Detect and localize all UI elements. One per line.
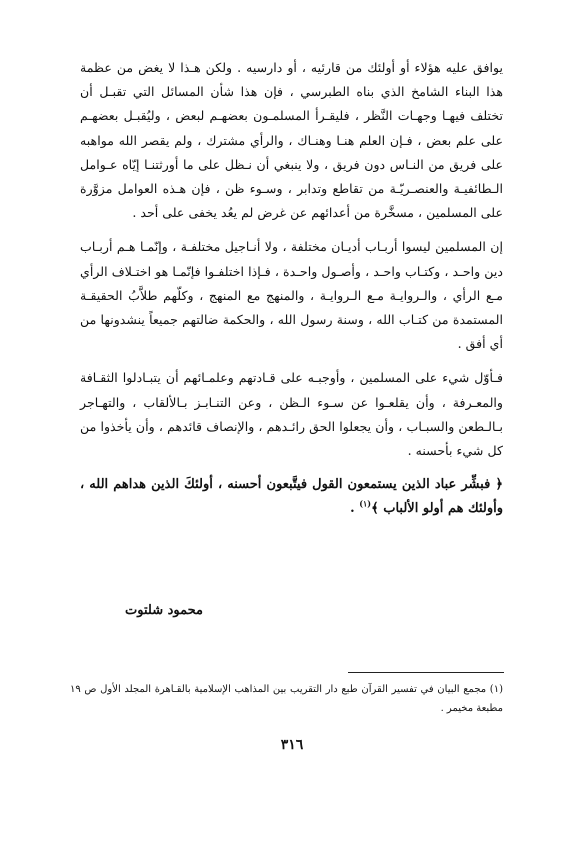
author-signature: محمود شلتوت <box>125 603 203 618</box>
footnote-marker: (١) <box>359 499 372 510</box>
paragraph-1: يوافق عليه هؤلاء أو أولئك من قارئيه ، أو دارسيه . ولكن هـذا لا يغض من عظمة هذا البناء الشامخ الذي بناه الطبرسي ، فإن هذا شأن المسائل التي تقبـل أن تختلف فيهـا وجهـات النَّظر ، فليقـرأ المسلمـون بعضهـم لبعض ، وليُقبـل بعضهـم على علم بعض ، فـإن العلم هنـا وهنـاك ، والرأي مشترك ، ولم يقصر الله مواهبه على فريق من النـاس دون فريق ، ولا ينبغي أن نـظل على ما أورثتنـا إيّاه عـوامل الـطائفيـة والعنصـريّـة من تقاطع وتدابر ، وسـوء ظن ، فإن هـذه العوامل مزوَّرة على المسلمين ، مسخَّرة من أعدائهم عن غرض لم يعُد يخفى على أحد . <box>80 60 503 221</box>
main-text-block <box>80 56 503 522</box>
paragraph-2: إن المسلمين ليسوا أربـاب أديـان مختلفة ، ولا أنـاجيل مختلفـة ، وإنّمـا هـم أربـاب دين واحـد ، وكتـاب واحـد ، وأصـول واحـدة ، فـإذا اختلفـوا فإنّمـا هو اختـلاف الرأي مـع الرأي ، والـروايـة مـع الـروايـة ، والمنهج مع المنهج ، وكلّهم طلاَّبُ الحقيقـة المستمدة من كتـاب الله ، وسنة رسول الله ، والحكمة ضالتهم جميعاً ينشدونها من أي أفق . <box>80 239 503 352</box>
quote-text: ﴿ فبشِّر عباد الذين يستمعون القول فيتَّبعون أحسنه ، أولئكَ الذين هداهم الله ، وأولئك هم أولو الألباب ﴾ <box>80 477 503 517</box>
quote-end-punctuation: . <box>350 501 360 517</box>
quranic-quote <box>80 473 503 521</box>
paragraph-3: فـأوّل شيء على المسلمين ، وأوجبـه على قـادتهم وعلمـائهم أن يتبـادلوا الثقـافة والمعـرفة ، وأن يقلعـوا عن سـوء الـظن ، وعن التنـابـز بـالألقاب ، والتهـاجر بـالـطعن والسبـاب ، وأن يجعلوا الحق رائـدهم ، والإنصاف قائدهم ، وأن يأخذوا من كل شيء بأحسنه . <box>80 370 503 459</box>
page-number: ٣١٦ <box>280 737 304 753</box>
footnote-text: (١) مجمع البيان في تفسير القرآن طبع دار التقريب بين المذاهب الإسلامية بالقـاهرة المجلد الأول ص ١٩ مطبعة مخيمر . <box>70 684 503 714</box>
footnote-divider <box>348 672 504 673</box>
